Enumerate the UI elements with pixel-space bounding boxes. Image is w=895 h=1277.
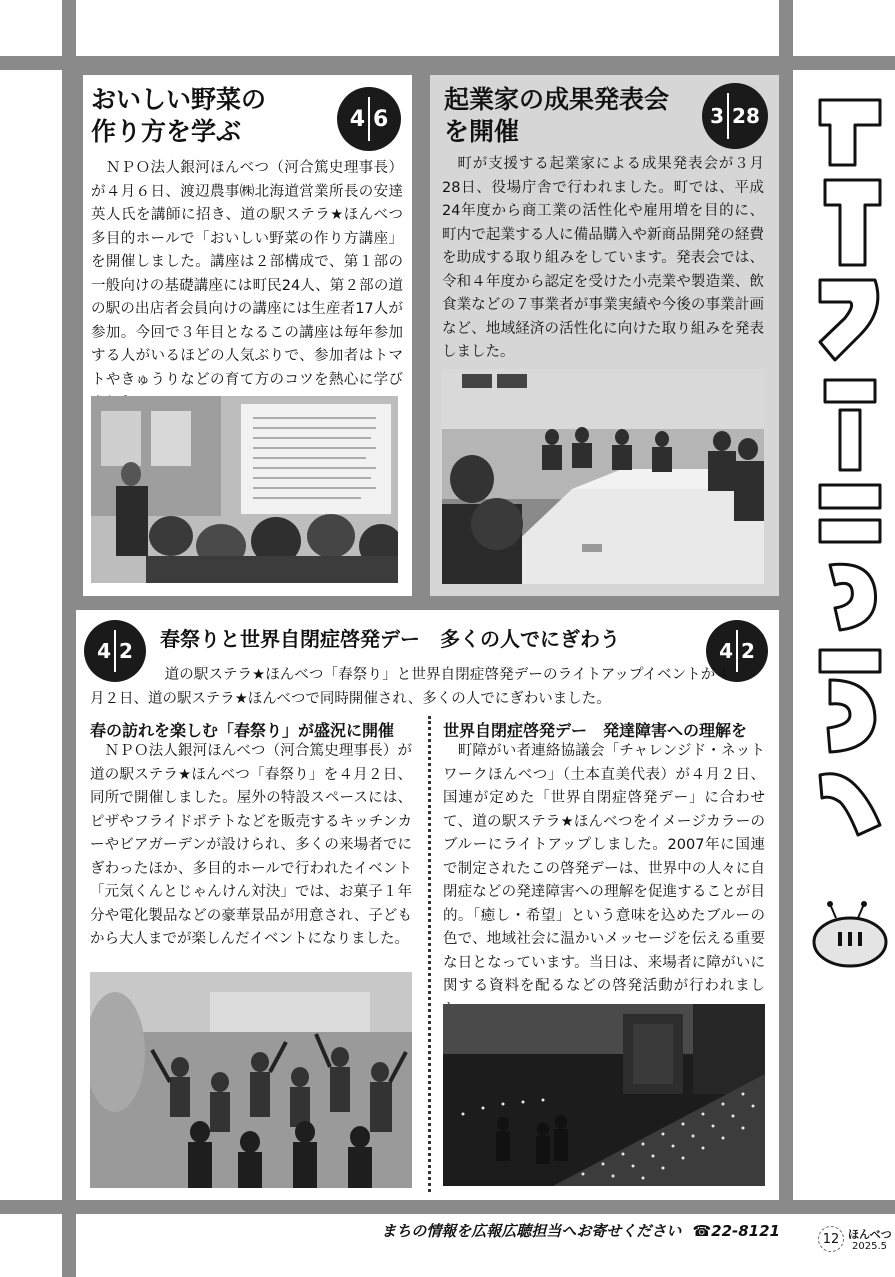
presentation-photo-illustration	[442, 369, 764, 584]
footer-contact-text: まちの情報を広報広聴担当へお寄せください	[381, 1222, 682, 1240]
sidebar-vertical-title	[800, 80, 892, 900]
page-number-badge	[818, 1226, 844, 1252]
date-day: 28	[732, 104, 760, 128]
date-month: 4	[719, 639, 733, 663]
frame-bar-middle	[62, 596, 793, 610]
footer-phone: ☎22-8121	[692, 1222, 780, 1240]
frame-bar-left	[62, 0, 76, 1277]
article-spring-festival	[76, 610, 779, 1200]
footer-contact	[360, 1220, 780, 1242]
frame-bar-bottom	[0, 1200, 895, 1214]
date-day: 6	[373, 106, 389, 132]
presentation-photo	[442, 369, 764, 584]
date-separator	[727, 93, 729, 139]
article-lead: 道の駅ステラ★ほんべつ「春祭り」と世界自閉症啓発デーのライトアップイベントが４月２日、道の駅ステラ★ほんべつで同時開催され、多くの人でにぎわいました。	[90, 667, 730, 707]
date-separator	[368, 97, 370, 141]
article-title-line1: 起業家の成果発表会	[444, 85, 670, 114]
festival-photo	[90, 972, 412, 1188]
issue-date: 2025.5	[852, 1241, 887, 1252]
lecture-photo	[91, 396, 398, 583]
date-badge	[337, 87, 401, 151]
article-title-line2: を開催	[444, 117, 520, 146]
date-badge	[702, 83, 768, 149]
date-separator	[736, 630, 738, 672]
publication-name: ほんべつ	[848, 1228, 892, 1241]
article-entrepreneur-presentation	[430, 75, 779, 596]
date-day: 2	[741, 639, 755, 663]
left-section-body: ＮＰＯ法人銀河ほんべつ（河合篤史理事長）が道の駅ステラ★ほんべつ「春祭り」を４月２日、同所で開催しました。屋外の特設スペースには、ピザやフライドポテトなどを販売するキッチンカーやビアガーデンが設けられ、多くの来場者でにぎわったほか、多目的ホールで行われたイベント「元気くんとじゃんけん対決」では、お菓子１年分や電化製品などの豪華景品が用意され、子どもから大人までが楽しんだイベントになりました。	[90, 743, 412, 947]
light-up-photo	[443, 1004, 765, 1186]
article-body: ＮＰＯ法人銀河ほんべつ（河合篤史理事長）が４月６日、渡辺農事㈱北海道営業所長の安達英人氏を講師に招き、道の駅ステラ★ほんべつ多目的ホールで「おいしい野菜の作り方講座」を開催しました。講座は２部構成で、第１部の一般向けの基礎講座には町民24人、第２部の道の駅の出店者会員向けの講座には生産者17人が参加。今回で３年目となるこの講座は毎年参加する人がいるほどの人気ぶりで、参加者はトマトやきゅうりなどの育て方のコツを熱心に学び	[91, 160, 403, 388]
lecture-photo-illustration	[91, 396, 398, 583]
light-up-photo-illustration	[443, 1004, 765, 1186]
date-month: 4	[349, 106, 365, 132]
frame-bar-top	[0, 56, 895, 70]
right-section-body: 町障がい者連絡協議会「チャレンジド・ネットワークほんべつ」（土本直美代表）が４月２日、国連が定めた「世界自閉症啓発デー」に合わせて、道の駅ステラ★ほんべつをイメージカラーのブルーにライトアップしました。2007年に国連で制定されたこの啓発デーは、世界中の人々に自閉症などの発達障害への理解を促進することが目的。「癒し・希望」という意味を込めたブルーの色で、地域社会に温かいメッセージを伝える重要な日となっています。当日は、来場者に障がいに関する資料を配るなどの啓発活動が行われまし	[443, 743, 765, 994]
article-title: 春祭りと世界自閉症啓発デー 多くの人でにぎわう	[160, 627, 620, 651]
vertical-title-lettering	[800, 80, 892, 900]
right-section-title: 世界自閉症啓発デー 発達障害への理解を	[443, 721, 748, 740]
column-divider	[428, 716, 431, 1192]
left-section-title: 春の訪れを楽しむ「春祭り」が盛況に開催	[90, 721, 395, 740]
article-vegetable-lecture	[83, 75, 412, 596]
article-body: 町が支援する起業家による成果発表会が３月28日、役場庁舎で行われました。町では、平成24年度から商工業の活性化や雇用増を目的に、町内で起業する人に備品購入や新商品開発の経費を助成する取り組みをしています。発表会では、令和４年度から認定を受けた小売業や製造業、飲食業などの７事業者が事業実績や今後の事業計画など、地域経済の活性化に向けた取り組みを発表しました。	[442, 156, 764, 360]
date-month: 4	[97, 639, 111, 663]
article-title-line1: おいしい野菜の	[91, 85, 267, 114]
article-title-line2: 作り方を学ぶ	[91, 117, 242, 146]
mascot-icon	[808, 900, 888, 970]
festival-photo-illustration	[90, 972, 412, 1188]
page-number: 12	[822, 1231, 840, 1247]
date-day: 2	[119, 639, 133, 663]
date-month: 3	[710, 104, 725, 128]
